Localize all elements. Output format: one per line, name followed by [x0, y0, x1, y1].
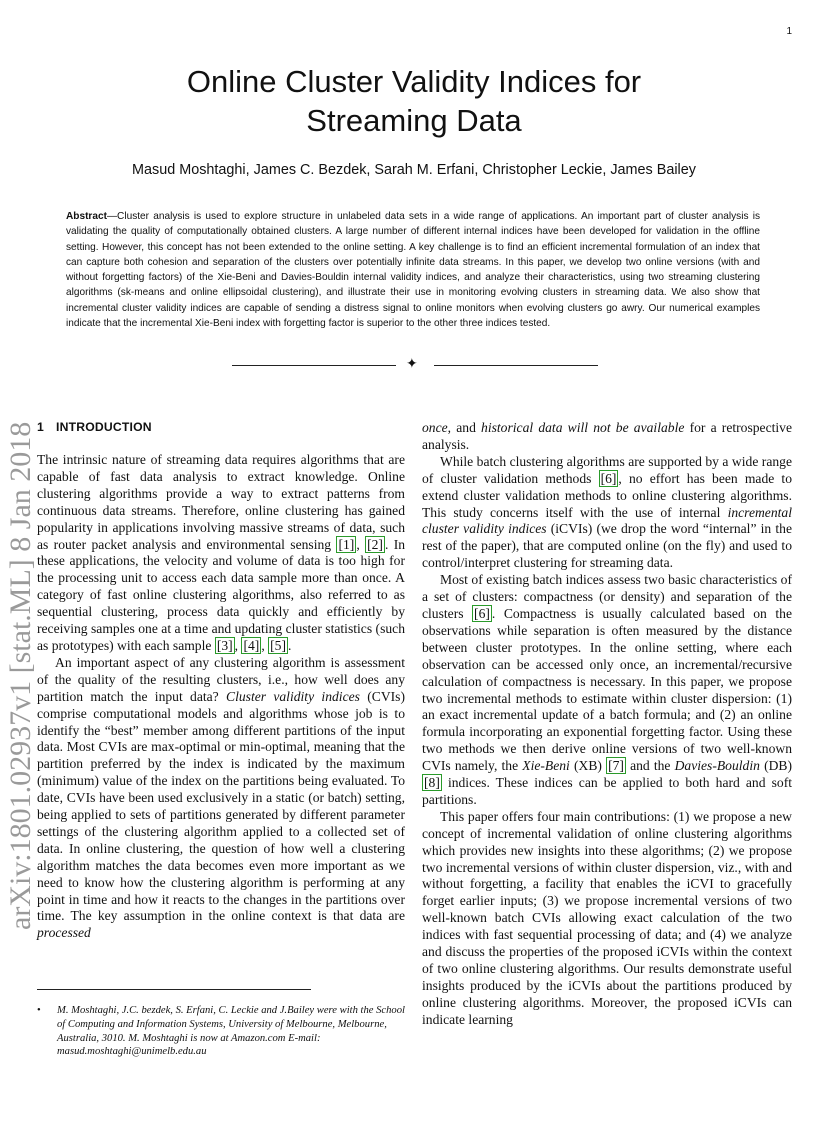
text-run: (iCVIs) (we drop the word “internal” in the rest of the paper), that are computed online (on the fly) and used to control/interpret clustering for streaming data.	[422, 521, 792, 571]
title-line-1: Online Cluster Validity Indices for	[186, 64, 642, 99]
text-run: An important aspect of any clustering algorithm is assessment of the quality of the resulting clusters, i.e., how well does any partition match the input data?	[37, 654, 405, 704]
text-run: The intrinsic nature of streaming data requires algorithms that are capable of fast data analysis to extract knowledge. Online clustering algorithms provide a way to extract patterns from continuous data streams. Therefore, online clustering has gained popularity in applications involving massive streams of data, such as router packet analysis and environmental sensing	[37, 452, 405, 552]
paper-title	[0, 62, 828, 140]
title-line-2: Streaming Data	[306, 103, 522, 138]
text-run: . Compactness is usually calculated based on the observations while separation is often measured by the distance between cluster prototypes. In the online setting, where each observation can be accessed only once, an incremental/recursive calculation of compactness is necessary. In this paper, we propose two incremental methods to estimate within cluster dispersion: (1) an exact incremental update of a batch formula; and (2) an online formula incorporating an exponential forgetting factor. Using these two methods we then derive online versions of two well-known CVIs namely, the	[422, 605, 792, 774]
text-run-italic: Davies-Bouldin	[674, 758, 760, 774]
text-run: , and	[447, 420, 482, 435]
citation-link[interactable]: [6]	[600, 470, 617, 486]
text-run-italic: once	[422, 420, 448, 435]
text-run: (CVIs) comprise computational models and algorithms whose job is to identify the “best” member among different partitions of the input data. Most CVIs are max-optimal or min-optimal, meaning that the partition preferred by the index is indicated by the maximum (minimum) value of the index on the partitions being evaluated. To date, CVIs have been used exclusively in a static (or batch) setting, being applied to sets of partitions generated by different parameter settings of the clustering algorithm applied to a collected set of data. In online clustering, the question of how well a clustering algorithm matches the data becomes even more important as we need to know how the clustering algorithm is performing at any point in time and how it reacts to the changes in the partitions over time. The key assumption in the online context is that data are	[37, 688, 405, 924]
citation-link[interactable]: [8]	[424, 775, 440, 791]
text-run-italic: Xie-Beni	[522, 758, 570, 774]
text-run: Most of existing batch indices assess two basic characteristics of a set of clusters: compactness (or density) and separation of the clusters	[422, 572, 792, 621]
author-list: Masud Moshtaghi, James C. Bezdek, Sarah M. Erfani, Christopher Leckie, James Bailey	[132, 162, 696, 178]
citation-link[interactable]: [2]	[367, 536, 383, 552]
abstract-text: —Cluster analysis is used to explore structure in unlabeled data sets in a wide range of applications. An important part of cluster analysis is validating the quality of computationally obtained clusters. A large number of different internal indices have been developed for validation in the offline setting. However, this concept has not been extended to the online setting. A key challenge is to find an efficient incremental formulation of an index that can capture both cohesion and separation of the clusters over potentially infinite data streams. In this paper, we develop two online versions (with and without forgetting factors) of the Xie-Beni and Davies-Bouldin internal validity indices, and analyze their characteristics, using two streaming clustering algorithms (sk-means and online ellipsoidal clustering), and illustrate their use in monitoring evolving clusters in streaming data. We also show that incremental cluster validity indices are capable of sending a distress signal to online monitors when evolving clusters go awry. Our numerical examples indicate that the incremental Xie-Beni index with forgetting factor is superior to the other three indices tested.	[66, 211, 760, 330]
text-run: . In these applications, the velocity and volume of data is too high for the processing unit to access each data sample more than once. A category of fast online clustering algorithms, also referred to as sequential clustering, process data quickly and efficiently by receiving samples one at a time and updating cluster statistics (such as prototypes) with each sample	[37, 536, 406, 653]
footnote-text: M. Moshtaghi, J.C. bezdek, S. Erfani, C. Leckie and J.Bailey were with the School of Computing and Information Systems, University of Melbourne, Melbourne, Australia, 3010. M. Moshtaghi is now at Amazon.com E-mail: masud.moshtaghi@unimelb.edu.au	[57, 1005, 405, 1058]
section-number: 1	[37, 420, 44, 434]
citation-link[interactable]: [7]	[608, 758, 624, 774]
text-run: , no effort has been made to extend cluster validation methods to online clustering algorithms. This study concerns itself with the use of internal	[422, 470, 792, 520]
continued-paragraph	[422, 420, 792, 454]
text-run: While batch clustering algorithms are supported by a wide range of cluster validation methods	[422, 453, 792, 486]
text-run-italic: incremental cluster validity indices	[422, 504, 792, 537]
section-title: INTRODUCTION	[55, 420, 152, 434]
text-run-italic: Cluster validity indices	[226, 688, 360, 704]
text-run: (XB)	[569, 758, 607, 774]
text-run: indices. These indices can be applied to both hard and soft partitions.	[422, 775, 792, 807]
intro-paragraph-5: This paper offers four main contributions: (1) we propose a new concept of incremental validation of online clustering algorithms which provides new insights into these algorithms; (2) we propose two incremental versions of within cluster dispersion, viz., with and without forgetting, a facility that enables the iCVI to gracefully forget earlier inputs; (3) we propose incremental versions of two well-known batch CVIs allowing exact calculation of the two indices with fast sequential processing of data; and (4) we analyze and discuss the properties of the proposed iCVIs within the context of two online clustering algorithms. Our results demonstrate useful insights produced by the iCVIs about the partitions produced by online clustering algorithms. Moreover, the proposed iCVIs can indicate learning	[422, 808, 792, 1027]
abstract-label: Abstract	[66, 211, 107, 222]
text-run: and the	[625, 758, 675, 774]
footnote-rule	[37, 989, 311, 990]
text-run-italic: historical data will not be available	[481, 420, 685, 435]
text-run-italic: processed	[37, 925, 91, 941]
footnote	[37, 1004, 405, 1059]
intro-paragraph-3	[422, 454, 792, 572]
intro-paragraph-2	[37, 655, 405, 942]
intro-paragraph-1: The intrinsic nature of streaming data requires algorithms that are capable of fast data analysis to extract knowledge. Online clustering algorithms provide a way to extract patterns from continuous data streams. Therefore, online clustering has gained popularity in applications involving massive streams of data, such as router packet analysis and environmental sensing [1] , [2] . In these applications, the velocity and volume of data is too high for the processing unit to access each data sample more than once. A category of fast online clustering algorithms, also referred to as sequential clustering, process data quickly and efficiently by receiving samples one at a time and updating cluster statistics (such as prototypes) with each sample [3] , [4] , [5] .	[37, 452, 406, 653]
left-column	[37, 452, 405, 942]
right-column	[422, 420, 792, 1029]
arxiv-stamp-text: arXiv:1801.02937v1 [stat.ML] 8 Jan 2018	[4, 421, 37, 930]
intro-paragraph-4	[422, 572, 792, 809]
divider-line-left	[232, 365, 396, 366]
section-heading	[37, 420, 152, 434]
citation-link[interactable]: [6]	[474, 605, 490, 621]
citation-link[interactable]: [1]	[338, 536, 355, 552]
divider-line-right	[434, 365, 598, 366]
citation-link[interactable]: [5]	[270, 637, 286, 653]
page-number: 1	[786, 26, 792, 37]
text-run: for a retrospective analysis.	[422, 420, 792, 452]
citation-link[interactable]: [4]	[243, 637, 260, 653]
abstract	[66, 209, 760, 331]
section-divider	[232, 358, 598, 372]
divider-star-icon: ✦	[406, 356, 418, 372]
text-run: (DB)	[759, 758, 793, 774]
bullet-icon: •	[37, 1005, 41, 1016]
citation-link[interactable]: [3]	[216, 637, 233, 653]
